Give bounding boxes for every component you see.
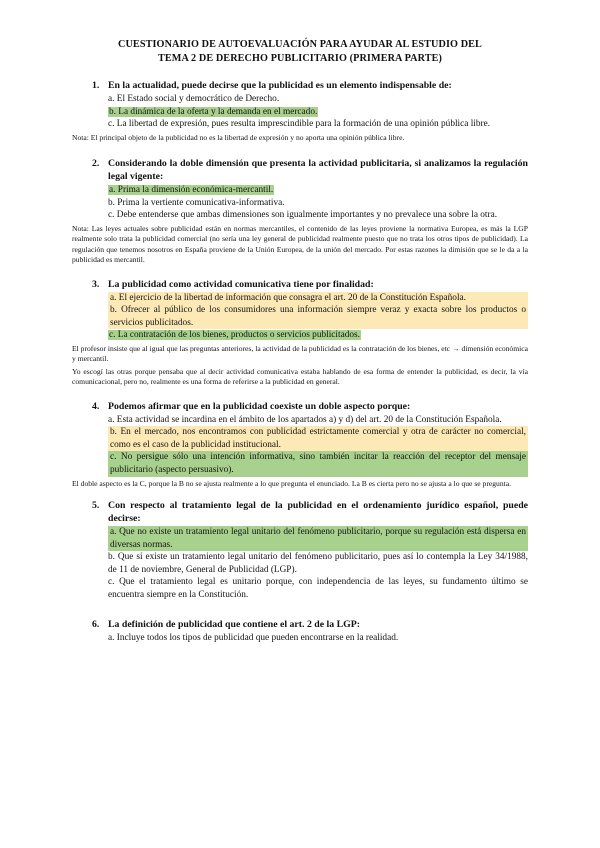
option-c: c. La libertad de expresión, pues resulta imprescindible para la formación de una opinión pública libre. — [108, 119, 491, 130]
note: El profesor insiste que al igual que las preguntas anteriores, la actividad de la publicidad es la contratación de los bienes, etc → dimensión económica y mercantil. — [72, 343, 528, 364]
question-text: La publicidad como actividad comunicativa tiene por finalidad: — [108, 278, 374, 290]
question-4 — [72, 400, 528, 489]
question-text: Podemos afirmar que en la publicidad coexiste un doble aspecto porque: — [108, 400, 411, 412]
question-number: 5. — [92, 499, 100, 511]
question-number: 3. — [92, 278, 100, 290]
correct-answer-highlight: c. No persigue sólo una intención informativa, sino también incitar la reacción del receptor del mensaje publicitario (aspecto persuasivo). — [110, 452, 526, 475]
question-3 — [72, 278, 528, 388]
question-text: Considerando la doble dimensión que presenta la actividad publicitaria, si analizamos la regulación legal vigente: — [108, 158, 528, 183]
option-b — [72, 106, 528, 119]
question-1 — [72, 79, 528, 143]
option-a — [72, 292, 528, 305]
partial-answer-highlight: b. En el mercado, nos encontramos con publicidad estrictamente comercial y otra de carácter no comercial, como es el caso de la publicidad institucional. — [110, 427, 526, 450]
question-number: 6. — [92, 618, 100, 630]
note: Nota: El principal objeto de la publicidad no es la libertad de expresión y no aporta una opinión pública libre. — [72, 132, 405, 142]
note: El doble aspecto es la C, porque la B no se ajusta realmente a lo que pregunta el enunciado. La B es cierta pero no se ajusta a lo que se pregunta. — [72, 478, 512, 488]
option-c — [72, 329, 528, 342]
correct-answer-highlight: a. Que no existe un tratamiento legal unitario del fenómeno publicitario, porque su regulación está dispersa en diversas normas. — [110, 526, 526, 550]
option-a: a. Incluye todos los tipos de publicidad que pueden encontrarse en la realidad. — [108, 632, 399, 643]
question-6 — [72, 618, 528, 645]
option-b — [72, 304, 528, 329]
option-a — [72, 526, 528, 551]
title-line-1: CUESTIONARIO DE AUTOEVALUACIÓN PARA AYUDAR AL ESTUDIO DEL — [118, 39, 482, 50]
question-text: Con respecto al tratamiento legal de la publicidad en el ordenamiento jurídico español, puede decirse: — [108, 499, 528, 524]
question-5 — [72, 499, 528, 602]
option-a: a. Esta actividad se incardina en el ámbito de los apartados a) y d) del art. 20 de la Constitución Española. — [108, 414, 502, 425]
partial-answer-highlight: a. El ejercicio de la libertad de información que consagra el art. 20 de la Constitución Española. — [108, 292, 528, 305]
correct-answer-highlight: c. La contratación de los bienes, productos o servicios publicitados. — [109, 330, 360, 341]
correct-answer-highlight: b. La dinámica de la oferta y la demanda en el mercado. — [109, 106, 318, 117]
option-b — [72, 426, 528, 451]
option-a: a. El Estado social y democrático de Derecho. — [108, 94, 280, 104]
note-2: Yo escogí las otras porque pensaba que al decir actividad comunicativa estaba hablando de esa forma de entender la publicidad, es decir, la vía comunicacional, pero no, realmente es una forma de referirse a la publicidad en general. — [72, 366, 528, 387]
title-line-2: TEMA 2 DE DERECHO PUBLICITARIO (PRIMERA PARTE) — [157, 52, 443, 64]
option-c — [72, 451, 528, 476]
correct-answer-highlight: a. Prima la dimensión económica-mercantil. — [109, 185, 274, 196]
option-c: c. Debe entenderse que ambas dimensiones son igualmente importantes y no prevalece una sobre la otra. — [108, 210, 498, 221]
document-title — [72, 38, 528, 65]
option-a — [72, 184, 528, 197]
option-b: b. Que sí existe un tratamiento legal unitario del fenómeno publicitario, pues así lo contempla la Ley 34/1988, de 11 de noviembre, General de Publicidad (LGP). — [108, 552, 528, 575]
question-number: 4. — [92, 400, 100, 412]
note: Nota: Las leyes actuales sobre publicidad están en normas mercantiles, el contenido de las leyes proviene la normativa Europea, es más la LGP realmente solo trata la publicidad comercial (no sería una ley general de publicidad realmente puesto que no trata los otros tipos de publicidad). La regulación que tenemos nosotros en España proviene de la Unión Europea, de la unión del mercado. Por estas razones la dimisión que se le da a la publicidad es mercantil. — [72, 223, 528, 265]
question-number: 2. — [92, 158, 100, 170]
question-number: 1. — [92, 80, 100, 91]
option-b: b. Prima la vertiente comunicativa-informativa. — [108, 197, 285, 208]
partial-answer-highlight: b. Ofrecer al público de los consumidores una información siempre veraz y exacta sobre los productos o servicios publicitados. — [110, 305, 526, 328]
question-2 — [72, 157, 528, 265]
question-text: En la actualidad, puede decirse que la publicidad es un elemento indispensable de: — [108, 80, 452, 91]
option-c: c. Que el tratamiento legal es unitario porque, con independencia de las leyes, su fundamento último se encuentra siempre en la Constitución. — [108, 577, 528, 600]
question-text: La definición de publicidad que contiene el art. 2 de la LGP: — [108, 618, 361, 630]
